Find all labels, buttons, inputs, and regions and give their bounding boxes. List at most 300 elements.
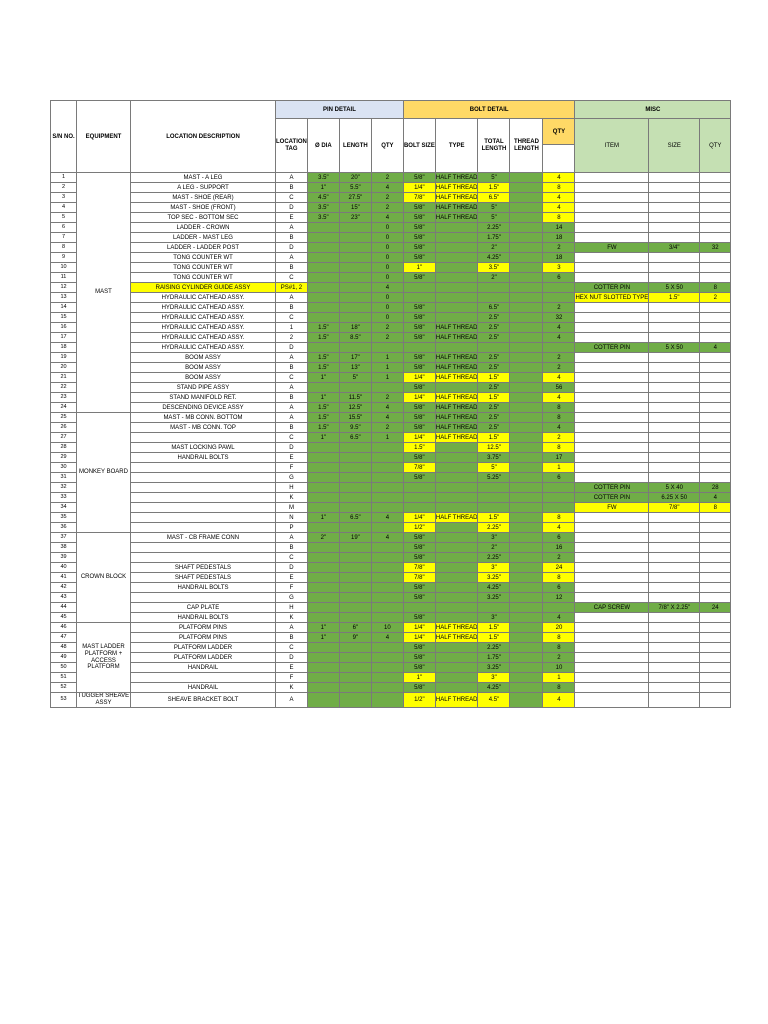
pin-length-cell [339,593,371,603]
total-length-cell: 3" [478,673,510,683]
pin-length-cell [339,243,371,253]
misc-item-cell [575,593,649,603]
bolt-type-cell [435,293,478,303]
misc-qty-cell [700,523,731,533]
table-row [51,463,731,473]
thread-length-cell [510,593,543,603]
location-tag-cell: K [276,683,308,693]
pin-qty-cell [371,643,403,653]
misc-qty-cell [700,413,731,423]
bolt-qty-cell: 18 [543,253,575,263]
pin-qty-cell: 0 [371,273,403,283]
bolt-size-cell: 1/4" [403,513,435,523]
table-row [51,393,731,403]
bolt-qty-cell: 4 [543,193,575,203]
misc-item-cell [575,303,649,313]
sn-cell: 15 [51,313,77,323]
location-description-cell: CAP PLATE [131,603,276,613]
misc-qty-cell [700,223,731,233]
bolt-size-cell: 1" [403,673,435,683]
bolt-size-cell: 5/8" [403,213,435,223]
location-description-cell: TONG COUNTER WT [131,263,276,273]
bolt-qty-cell: 8 [543,633,575,643]
pin-length-cell [339,483,371,493]
misc-qty-cell [700,533,731,543]
pin-qty-cell: 4 [371,533,403,543]
total-length-cell: 1.75" [478,233,510,243]
misc-item-cell [575,323,649,333]
bolt-qty-cell: 4 [543,323,575,333]
location-tag-cell: K [276,613,308,623]
location-tag-cell: A [276,533,308,543]
pin-dia-cell: 1.5" [307,403,339,413]
misc-item-cell [575,613,649,623]
misc-qty-cell [700,233,731,243]
misc-item-cell [575,363,649,373]
location-tag-cell: F [276,673,308,683]
location-tag-cell: A [276,623,308,633]
bolt-pin-schedule-table [50,100,731,708]
misc-size-cell [649,183,700,193]
misc-size-cell [649,313,700,323]
bolt-size-cell: 1/4" [403,433,435,443]
table-row [51,243,731,253]
table-row [51,203,731,213]
misc-size-cell [649,643,700,653]
bolt-type-cell: HALF THREAD [435,624,478,631]
bolt-qty-cell: 4 [543,203,575,213]
bolt-size-cell: 5/8" [403,683,435,693]
total-length-cell: 2.5" [478,383,510,393]
location-description-cell: STAND MANIFOLD RET. [131,393,276,403]
location-tag-cell: F [276,463,308,473]
thread-length-cell [510,533,543,543]
location-description-cell: MAST - MB CONN. BOTTOM [131,413,276,423]
bolt-qty-cell: 4 [543,173,575,183]
pin-length-cell [339,453,371,463]
pin-dia-cell: 1" [307,633,339,643]
pin-qty-cell: 0 [371,303,403,313]
equipment-header: EQUIPMENT [77,101,131,173]
location-description-cell: STAND PIPE ASSY [131,383,276,393]
pin-length-cell: 15.5" [339,413,371,423]
table-row [51,643,731,653]
location-tag-cell: D [276,563,308,573]
pin-qty-cell: 0 [371,293,403,303]
location-tag-cell: F [276,583,308,593]
bolt-type-cell [435,593,478,603]
bolt-qty-header: QTY [543,119,575,145]
thread-length-header: THREAD LENGTH [510,119,543,173]
misc-item-cell [575,253,649,263]
location-tag-cell: B [276,233,308,243]
total-length-cell: 5" [478,213,510,223]
location-description-cell [131,513,276,523]
table-row [51,453,731,463]
misc-item-cell [575,623,649,633]
table-row [51,693,731,708]
table-row [51,483,731,493]
misc-size-cell [649,203,700,213]
bolt-qty-cell: 8 [543,443,575,453]
sn-cell: 27 [51,433,77,443]
location-tag-cell: P [276,523,308,533]
location-description-cell: HANDRAIL BOLTS [131,453,276,463]
pin-dia-cell: 1" [307,623,339,633]
misc-size-cell: 1.5" [649,293,700,303]
thread-length-cell [510,313,543,323]
misc-item-cell [575,333,649,343]
table-row [51,403,731,413]
misc-qty-cell [700,593,731,603]
sn-cell: 21 [51,373,77,383]
misc-item-cell: COTTER PIN [575,283,649,293]
location-tag-cell: H [276,483,308,493]
bolt-size-cell: 5/8" [403,223,435,233]
table-row [51,343,731,353]
sn-cell: 44 [51,603,77,613]
bolt-size-cell [403,293,435,303]
misc-qty-cell: 24 [700,603,731,613]
thread-length-cell [510,523,543,533]
total-length-cell: 2.25" [478,523,510,533]
misc-size-cell [649,273,700,283]
bolt-qty-cell: 3 [543,263,575,273]
misc-size-cell [649,663,700,673]
misc-qty-cell [700,353,731,363]
location-tag-cell: E [276,453,308,463]
pin-qty-cell: 4 [371,413,403,423]
table-row [51,573,731,583]
bolt-qty-cell: 8 [543,403,575,413]
location-description-cell: TONG COUNTER WT [131,253,276,263]
misc-size-cell [649,193,700,203]
table-row [51,613,731,623]
location-description-cell [131,553,276,563]
bolt-size-cell: 5/8" [403,593,435,603]
total-length-cell: 2.5" [478,423,510,433]
location-description-cell: LADDER - MAST LEG [131,233,276,243]
location-description-cell: A LEG - SUPPORT [131,183,276,193]
misc-qty-cell [700,173,731,183]
location-description-cell: MAST - CB FRAME CONN [131,533,276,543]
misc-size-cell [649,553,700,563]
misc-qty-cell [700,683,731,693]
table-row [51,533,731,543]
bolt-qty-cell [543,503,575,513]
bolt-size-cell: 7/8" [403,573,435,583]
bolt-size-header: BOLT SIZE [403,119,435,173]
misc-qty-cell [700,443,731,453]
misc-item-cell [575,643,649,653]
thread-length-cell [510,493,543,503]
thread-length-cell [510,543,543,553]
bolt-size-cell: 5/8" [403,273,435,283]
bolt-qty-cell: 1 [543,463,575,473]
total-length-cell [478,493,510,503]
pin-length-cell: 27.5" [339,193,371,203]
pin-length-cell [339,283,371,293]
thread-length-cell [510,583,543,593]
thread-length-cell [510,483,543,493]
bolt-type-cell: HALF THREAD [435,194,478,201]
misc-item-cell: HEX NUT SLOTTED TYPE [575,294,649,301]
bolt-size-cell [403,283,435,293]
misc-qty-cell [700,513,731,523]
pin-qty-cell: 1 [371,363,403,373]
table-row [51,283,731,293]
misc-size-cell [649,593,700,603]
misc-qty-cell [700,573,731,583]
table-row [51,353,731,363]
bolt-qty-cell: 2 [543,353,575,363]
location-tag-cell: B [276,423,308,433]
pin-qty-cell: 1 [371,433,403,443]
location-description-header: LOCATION DESCRIPTION [131,101,276,173]
bolt-type-cell [435,503,478,513]
bolt-type-cell [435,673,478,683]
total-length-cell: 12.5" [478,443,510,453]
misc-item-cell: COTTER PIN [575,483,649,493]
misc-item-cell [575,573,649,583]
location-tag-cell: D [276,443,308,453]
total-length-cell: 4.25" [478,583,510,593]
thread-length-cell [510,643,543,653]
location-description-cell: PLATFORM PINS [131,633,276,643]
location-tag-cell: 1 [276,323,308,333]
location-description-cell: HYDRAULIC CATHEAD ASSY. [131,343,276,353]
misc-item-cell [575,433,649,443]
sn-cell: 7 [51,233,77,243]
total-length-cell: 3.5" [478,263,510,273]
misc-item-cell [575,393,649,403]
bolt-size-cell: 5/8" [403,323,435,333]
location-tag-cell: G [276,593,308,603]
bolt-type-cell [435,443,478,453]
misc-size-cell [649,233,700,243]
location-tag-cell: E [276,663,308,673]
total-length-cell: 3.25" [478,593,510,603]
misc-qty-cell: 32 [700,243,731,253]
total-length-cell: 5" [478,203,510,213]
location-tag-cell: 2 [276,333,308,343]
pin-qty-cell [371,453,403,463]
thread-length-cell [510,283,543,293]
location-description-cell: HYDRAULIC CATHEAD ASSY. [131,333,276,343]
bolt-qty-cell: 4 [543,523,575,533]
pin-dia-cell [307,243,339,253]
bolt-type-cell [435,473,478,483]
bolt-qty-cell: 2 [543,243,575,253]
thread-length-cell [510,373,543,383]
thread-length-cell [510,393,543,403]
misc-item-cell [575,543,649,553]
total-length-cell: 2.5" [478,313,510,323]
pin-dia-cell [307,263,339,273]
sn-cell: 23 [51,393,77,403]
table-row [51,383,731,393]
location-description-cell: MAST - MB CONN. TOP [131,423,276,433]
misc-qty-cell [700,673,731,683]
pin-detail-header: PIN DETAIL [276,101,404,119]
location-tag-cell: E [276,213,308,223]
bolt-qty-cell: 20 [543,623,575,633]
bolt-qty-cell: 8 [543,683,575,693]
sn-cell: 43 [51,593,77,603]
pin-qty-cell [371,383,403,393]
sn-cell: 5 [51,213,77,223]
pin-length-cell [339,463,371,473]
pin-dia-cell [307,223,339,233]
total-length-cell: 2.5" [478,353,510,363]
pin-length-cell: 6.5" [339,433,371,443]
location-description-cell [131,463,276,473]
misc-qty-cell [700,323,731,333]
bolt-type-cell: HALF THREAD [435,174,478,181]
total-length-cell: 2" [478,543,510,553]
bolt-size-cell: 5/8" [403,173,435,183]
total-length-cell: 1.5" [478,513,510,523]
pin-length-cell [339,443,371,453]
misc-item-cell [575,583,649,593]
bolt-qty-cell: 32 [543,313,575,323]
total-length-cell [478,343,510,353]
bolt-type-cell: HALF THREAD [435,693,478,708]
thread-length-cell [510,693,543,708]
pin-length-cell: 12.5" [339,403,371,413]
bolt-qty-cell: 6 [543,273,575,283]
sn-cell: 9 [51,253,77,263]
misc-qty-cell [700,553,731,563]
thread-length-cell [510,613,543,623]
total-length-header: TOTAL LENGTH [478,119,510,173]
location-description-cell: BOOM ASSY [131,363,276,373]
bolt-size-cell: 5/8" [403,533,435,543]
misc-size-cell [649,413,700,423]
bolt-size-cell: 1/4" [403,183,435,193]
bolt-qty-cell: 4 [543,333,575,343]
misc-qty-cell: 4 [700,343,731,353]
pin-length-cell [339,503,371,513]
total-length-cell: 1.5" [478,373,510,383]
bolt-size-cell [403,603,435,613]
total-length-cell: 5.25" [478,473,510,483]
misc-size-cell [649,623,700,633]
misc-size-cell [649,473,700,483]
misc-item-cell [575,403,649,413]
misc-item-cell [575,173,649,183]
table-row [51,223,731,233]
pin-dia-cell: 1" [307,513,339,523]
bolt-size-cell: 7/8" [403,193,435,203]
misc-qty-cell [700,373,731,383]
pin-qty-cell: 4 [371,213,403,223]
misc-qty-cell [700,473,731,483]
total-length-cell: 3" [478,533,510,543]
bolt-qty-cell: 8 [543,213,575,223]
pin-qty-cell [371,343,403,353]
location-tag-cell: E [276,573,308,583]
sn-cell: 22 [51,383,77,393]
total-length-cell: 1.5" [478,633,510,643]
location-tag-cell: G [276,473,308,483]
pin-length-cell [339,683,371,693]
pin-length-cell: 19" [339,533,371,543]
bolt-type-cell [435,643,478,653]
pin-dia-cell [307,683,339,693]
pin-length-cell [339,653,371,663]
pin-dia-cell: 3.5" [307,173,339,183]
sn-cell: 51 [51,673,77,683]
pin-qty-cell: 1 [371,373,403,383]
bolt-size-cell: 5/8" [403,453,435,463]
table-row [51,653,731,663]
misc-item-cell [575,193,649,203]
pin-qty-cell [371,523,403,533]
location-description-cell [131,673,276,683]
sn-cell: 35 [51,513,77,523]
pin-qty-cell: 0 [371,233,403,243]
misc-qty-cell [700,273,731,283]
pin-dia-cell: 1.5" [307,333,339,343]
misc-header: MISC [575,101,731,119]
pin-qty-cell [371,553,403,563]
pin-dia-cell [307,253,339,263]
pin-length-cell: 9" [339,633,371,643]
total-length-cell: 1.75" [478,653,510,663]
pin-qty-cell [371,493,403,503]
misc-item-cell [575,463,649,473]
location-description-cell: SHAFT PEDESTALS [131,573,276,583]
table-row [51,493,731,503]
pin-qty-cell: 4 [371,633,403,643]
thread-length-cell [510,623,543,633]
location-description-cell: PLATFORM LADDER [131,653,276,663]
total-length-cell: 2.25" [478,643,510,653]
misc-qty-cell [700,643,731,653]
misc-size-cell [649,433,700,443]
pin-length-cell [339,343,371,353]
thread-length-cell [510,253,543,263]
misc-item-cell [575,563,649,573]
thread-length-cell [510,433,543,443]
bolt-type-cell: HALF THREAD [435,434,478,441]
thread-length-cell [510,573,543,583]
location-tag-cell: A [276,383,308,393]
misc-item-cell [575,513,649,523]
pin-qty-cell: 4 [371,513,403,523]
bolt-size-cell: 1/4" [403,373,435,383]
misc-size-cell: 7/8" X 2.25" [649,603,700,613]
pin-qty-cell [371,543,403,553]
pin-dia-cell: 1.5" [307,353,339,363]
bolt-qty-cell: 6 [543,583,575,593]
thread-length-cell [510,553,543,563]
bolt-size-cell: 5/8" [403,233,435,243]
total-length-cell: 1.5" [478,183,510,193]
misc-item-cell [575,523,649,533]
misc-qty-cell [700,453,731,463]
bolt-qty-cell: 18 [543,233,575,243]
misc-item-cell [575,413,649,423]
sn-header: S/N NO. [51,101,77,173]
bolt-size-cell: 5/8" [403,363,435,373]
total-length-cell: 2" [478,273,510,283]
misc-item-cell [575,653,649,663]
bolt-qty-cell: 10 [543,663,575,673]
misc-size-cell: 6.25 X 50 [649,493,700,503]
equipment-group-cell: MAST [77,173,131,413]
